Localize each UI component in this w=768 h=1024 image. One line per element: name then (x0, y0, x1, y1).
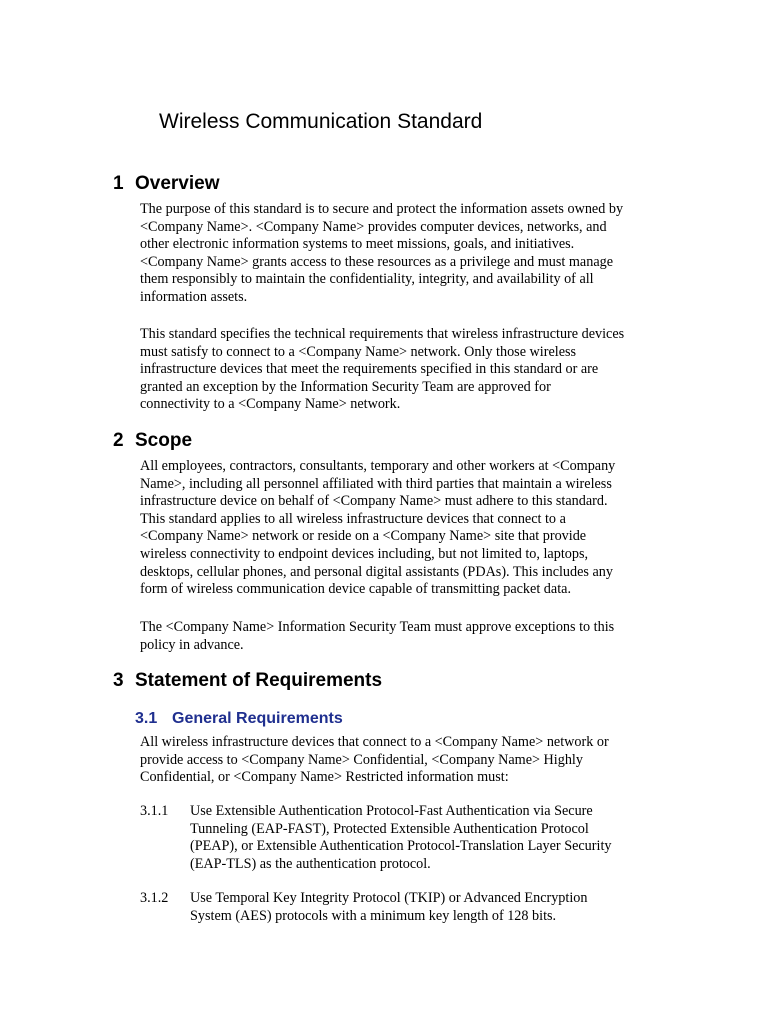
section-number: 1 (113, 173, 124, 194)
text-line: <Company Name> grants access to these resources as a privilege and must manage (140, 253, 614, 270)
overview-paragraph-2 (140, 326, 660, 414)
section-title: Statement of Requirements (135, 670, 383, 691)
section-number: 2 (113, 430, 124, 451)
text-line: <Company Name> network or reside on a <Company Name> site that provide (140, 528, 587, 545)
text-line: granted an exception by the Information Security Team are approved for (140, 378, 551, 395)
subsection-title: General Requirements (172, 710, 343, 727)
section-heading-scope (113, 428, 192, 454)
requirement-text (190, 890, 587, 925)
text-line: <Company Name>. <Company Name> provides computer devices, networks, and (140, 218, 607, 235)
text-line: (EAP-TLS) as the authentication protocol. (190, 855, 431, 872)
text-line: Tunneling (EAP-FAST), Protected Extensible Authentication Protocol (190, 820, 589, 837)
section-heading-overview (113, 171, 220, 197)
scope-paragraph-2 (140, 619, 660, 654)
section-number: 3 (113, 670, 124, 691)
section-title: Scope (135, 430, 193, 451)
text-line: other electronic information systems to meet missions, goals, and initiatives. (140, 236, 575, 253)
text-line: them responsibly to maintain the confidentiality, integrity, and availability of all (140, 271, 594, 288)
text-line: provide access to <Company Name> Confidential, <Company Name> Highly (140, 751, 583, 768)
section-title: Overview (135, 173, 220, 194)
section-heading-requirements (113, 668, 382, 694)
text-line: (PEAP), or Extensible Authentication Protocol-Translation Layer Security (190, 838, 612, 855)
text-line: connectivity to a <Company Name> network. (140, 396, 401, 413)
requirement-number: 3.1.1 (140, 803, 169, 819)
requirement-text (190, 803, 611, 873)
text-line: wireless connectivity to endpoint devices including, but not limited to, laptops, (140, 545, 589, 562)
overview-paragraph-1 (140, 201, 660, 307)
text-line: This standard applies to all wireless infrastructure devices that connect to a (140, 510, 566, 527)
document-title: Wireless Communication Standard (159, 110, 483, 133)
text-line: Name>, including all personnel affiliated with third parties that maintain a wireless (140, 475, 612, 492)
text-line: System (AES) protocols with a minimum key length of 128 bits. (190, 907, 557, 924)
subsection-heading-general-requirements (135, 708, 343, 730)
text-line: Confidential, or <Company Name> Restricted information must: (140, 769, 509, 786)
text-line: infrastructure devices that meet the requirements specified in this standard or are (140, 361, 599, 378)
general-requirements-intro (140, 734, 660, 787)
text-line: policy in advance. (140, 636, 244, 653)
text-line: information assets. (140, 288, 248, 305)
text-line: All wireless infrastructure devices that connect to a <Company Name> network or (140, 734, 609, 750)
text-line: This standard specifies the technical requirements that wireless infrastructure devices (140, 326, 625, 342)
scope-paragraph-1 (140, 458, 660, 599)
text-line: desktops, cellular phones, and personal digital assistants (PDAs). This includes any (140, 563, 613, 580)
text-line: form of wireless communication device capable of transmitting packet data. (140, 581, 571, 598)
text-line: infrastructure device on behalf of <Company Name> must adhere to this standard. (140, 493, 608, 510)
text-line: must satisfy to connect to a <Company Name> network. Only those wireless (140, 343, 577, 360)
text-line: The <Company Name> Information Security Team must approve exceptions to this (140, 619, 615, 635)
text-line: Use Extensible Authentication Protocol-Fast Authentication via Secure (190, 803, 593, 819)
text-line: The purpose of this standard is to secure and protect the information assets owned by (140, 201, 624, 217)
subsection-number: 3.1 (135, 710, 158, 727)
text-line: Use Temporal Key Integrity Protocol (TKIP) or Advanced Encryption (190, 890, 588, 906)
text-line: All employees, contractors, consultants, temporary and other workers at <Company (140, 458, 616, 474)
requirement-number: 3.1.2 (140, 890, 169, 906)
